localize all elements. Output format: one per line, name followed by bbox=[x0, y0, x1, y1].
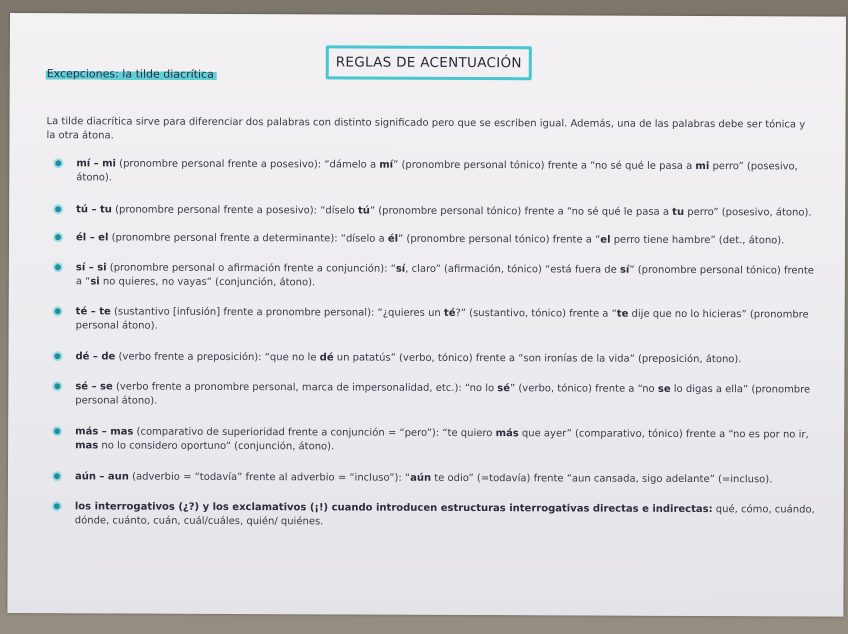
rule-bold-word: él bbox=[387, 233, 399, 245]
rule-bold-word: tu bbox=[672, 206, 685, 218]
rule-text: (verbo frente a preposición): “que no le bbox=[115, 351, 320, 364]
rule-bold-word: aún bbox=[410, 472, 432, 484]
rule-pair: los interrogativos (¿?) y los exclamativos (¡!) cuando introducen estructuras interrogativas directas e indirectas: bbox=[74, 501, 713, 516]
section-subtitle: Excepciones: la tilde diacrítica bbox=[46, 67, 217, 81]
rule-bold-word: se bbox=[657, 383, 671, 395]
rule-bold-word: el bbox=[600, 234, 611, 246]
page-title bbox=[326, 45, 532, 80]
page-title-text: REGLAS DE ACENTUACIÓN bbox=[335, 54, 522, 72]
rule-pair: dé – de bbox=[75, 351, 116, 363]
rule-bold-word: té bbox=[443, 307, 456, 319]
rule-text: (pronombre personal frente a determinante): “díselo a bbox=[108, 232, 388, 245]
rule-text: , claro” (afirmación, tónico) “está fuera de bbox=[405, 263, 621, 276]
rule-text: que ayer” (comparativo, tónico) frente a “no es por no ir, bbox=[518, 428, 809, 441]
rule-pair: mí – mi bbox=[76, 158, 117, 170]
rule-text: (pronombre personal frente a posesivo): “díselo bbox=[111, 204, 359, 217]
rule-text: (pronombre personal o afirmación frente a conjunción): “ bbox=[106, 262, 396, 275]
intro-paragraph: La tilde diacrítica sirve para diferenciar dos palabras con distinto significado pero que se escriben igual. Además, una de las palabras debe ser tónica y la otra átona. bbox=[46, 116, 806, 141]
rule-pair: más – mas bbox=[75, 426, 134, 438]
rule-text: ” (pronombre personal tónico) frente a “ bbox=[75, 264, 814, 288]
list-item bbox=[59, 305, 819, 336]
rule-text: ” (pronombre personal tónico) frente a “ bbox=[398, 233, 601, 246]
rule-pair: él – el bbox=[75, 232, 109, 244]
bullet-icon bbox=[55, 308, 61, 314]
rule-bold-word: mi bbox=[695, 160, 710, 173]
rule-text: ?” (sustantivo, tónico) frente a “ bbox=[455, 307, 617, 320]
rule-text: no quieres, no vayas” (conjunción, átono). bbox=[99, 276, 316, 289]
rule-text: ” (pronombre personal tónico) frente a “no sé qué le pasa a bbox=[369, 205, 673, 218]
rule-text: qué, cómo, cuándo, dónde, cuánto, cuán, cuál/cuáles, quién/ quiénes. bbox=[74, 504, 815, 528]
rule-bold-word: tú bbox=[357, 205, 370, 217]
bullet-icon bbox=[54, 353, 60, 359]
rule-bold-word: si bbox=[90, 276, 100, 288]
rule-text: (pronombre personal frente a posesivo): “dámelo a bbox=[115, 158, 380, 171]
rule-text: perro” (posesivo, átono). bbox=[684, 206, 812, 219]
list-item bbox=[59, 261, 819, 292]
bullet-icon bbox=[54, 503, 60, 509]
list-item bbox=[58, 350, 818, 367]
list-item bbox=[59, 203, 819, 220]
rule-bold-word: sí bbox=[619, 264, 630, 276]
rule-text: ” (pronombre personal tónico) frente a “no sé qué le pasa a bbox=[393, 159, 696, 172]
rule-text: (comparativo de superioridad frente a conjunción = “pero”): “te quiero bbox=[133, 426, 496, 440]
rule-text: perro” (posesivo, átono). bbox=[76, 161, 798, 184]
rule-bold-word: más bbox=[495, 428, 519, 440]
rule-text: un patatús” (verbo, tónico) frente a “son ironías de la vida” (preposición, átono). bbox=[333, 352, 742, 366]
bullet-icon bbox=[54, 383, 60, 389]
bullet-icon bbox=[54, 428, 60, 434]
rule-pair: té – te bbox=[75, 306, 111, 318]
rule-pair: aún – aun bbox=[74, 471, 129, 483]
bullet-icon bbox=[55, 160, 61, 166]
rule-pair: sé – se bbox=[75, 381, 113, 393]
rule-text: no lo considero oportuno” (conjunción, átono). bbox=[98, 440, 335, 453]
rule-text: (verbo frente a pronombre personal, marca de impersonalidad, etc.): “no lo bbox=[112, 381, 498, 395]
rule-text: dije que no lo hicieras” (pronombre personal átono). bbox=[75, 308, 809, 332]
bullet-icon bbox=[55, 264, 61, 270]
rule-bold-word: sí bbox=[395, 263, 406, 275]
rule-bold-word: dé bbox=[319, 352, 334, 364]
list-item bbox=[58, 425, 818, 456]
bullet-icon bbox=[55, 234, 61, 240]
paper-sheet bbox=[7, 13, 846, 617]
list-item bbox=[59, 231, 819, 248]
rule-bold-word: mí bbox=[379, 159, 394, 171]
rule-pair: tú – tu bbox=[76, 204, 112, 216]
rule-text: ” (verbo, tónico) frente a “no bbox=[509, 383, 658, 395]
rule-text: (adverbio = “todavía” frente al adverbio = “incluso”): “ bbox=[128, 471, 411, 484]
rule-text: lo digas a ella” (pronombre personal átono). bbox=[75, 383, 811, 407]
bullet-icon bbox=[55, 206, 61, 212]
bullet-icon bbox=[54, 473, 60, 479]
list-item bbox=[58, 470, 818, 487]
rule-bold-word: mas bbox=[75, 440, 99, 452]
rule-bold-word: sé bbox=[497, 383, 511, 395]
rule-pair: sí – si bbox=[75, 262, 107, 274]
list-item bbox=[58, 500, 818, 531]
rule-text: (sustantivo [infusión] frente a pronombre personal): “¿quieres un bbox=[110, 306, 444, 319]
rule-bold-word: te bbox=[616, 308, 629, 320]
list-item bbox=[58, 380, 818, 411]
rule-text: te odio” (=todavía) frente “aun cansada, sigo adelante” (=incluso). bbox=[431, 472, 773, 486]
list-item bbox=[59, 157, 819, 188]
rule-text: perro tiene hambre” (det., átono). bbox=[610, 234, 785, 247]
